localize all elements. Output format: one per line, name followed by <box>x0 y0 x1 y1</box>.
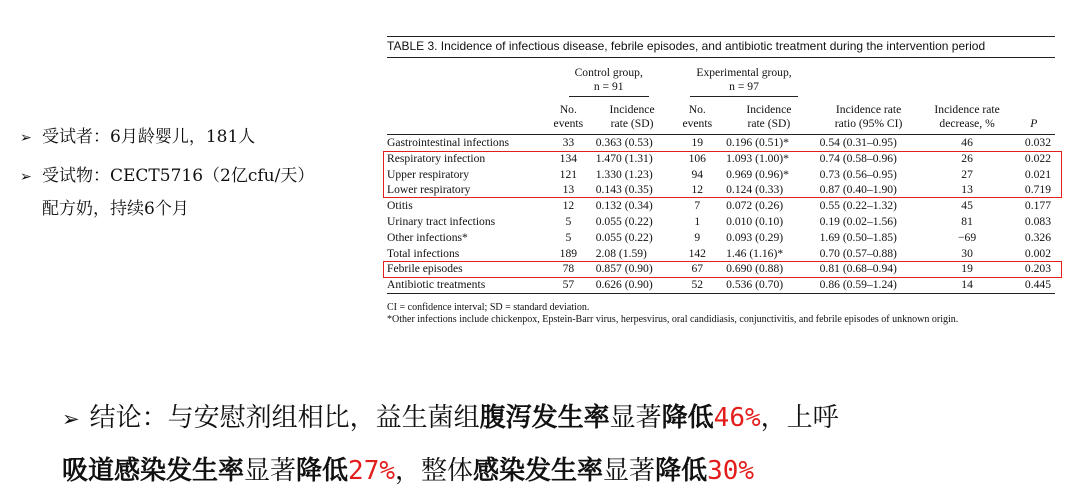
col-header-exp-rate: Incidence rate (SD) <box>746 103 792 130</box>
experimental-group-header: Experimental group, n = 97 <box>672 58 815 97</box>
cell-p: 0.719 <box>1024 183 1051 197</box>
col-header-exp-events: No. events <box>682 103 713 130</box>
cell-p: 0.021 <box>1024 167 1051 181</box>
cell-e-rate: 0.969 (0.96)* <box>726 167 789 181</box>
cell-e-n: 94 <box>691 167 704 181</box>
cell-p: 0.326 <box>1024 230 1051 244</box>
cell-ratio: 1.69 (0.50–1.85) <box>819 230 897 244</box>
cell-e-rate: 0.124 (0.33) <box>726 183 784 197</box>
cell-e-n: 52 <box>672 277 722 293</box>
cell-e-rate: 0.536 (0.70) <box>722 277 816 293</box>
cell-e-n: 1 <box>694 214 701 228</box>
cell-c-rate: 0.055 (0.22) <box>595 230 653 244</box>
cell-p: 0.083 <box>1024 214 1051 228</box>
cell-ratio: 0.54 (0.31–0.95) <box>819 136 897 149</box>
cell-label: Lower respiratory <box>387 183 471 197</box>
value-30: 30% <box>707 456 755 486</box>
cell-c-rate: 0.857 (0.90) <box>595 262 653 276</box>
cell-dec: −69 <box>958 230 977 244</box>
cell-label: Upper respiratory <box>387 167 470 181</box>
col-header-control-rate: Incidence rate (SD) <box>609 103 655 130</box>
bullet-list <box>20 118 314 228</box>
bullet-text: 受试者：6月龄婴儿，181人 <box>42 127 256 147</box>
conclusion-line-1: ➢ 结论：与安慰剂组相比，益生菌组腹泻发生率显著降低46%，上呼 <box>62 403 839 433</box>
cell-e-n: 7 <box>694 199 701 213</box>
cell-label: Febrile episodes <box>387 262 463 276</box>
cell-label: Respiratory infection <box>387 151 486 165</box>
conclusion-text <box>62 392 1062 497</box>
cell-e-n: 106 <box>688 151 706 165</box>
cell-c-n: 5 <box>565 230 572 244</box>
cell-dec: 45 <box>961 199 973 213</box>
cell-ratio: 0.87 (0.40–1.90) <box>819 183 897 197</box>
cell-ratio: 0.19 (0.02–1.56) <box>819 214 897 228</box>
col-header-p: P <box>1030 117 1038 130</box>
cell-p: 0.445 <box>1013 277 1055 293</box>
table-row <box>387 214 1055 230</box>
cell-p: 0.032 <box>1024 136 1051 149</box>
col-header-control-events: No. events <box>553 103 584 130</box>
table-row <box>387 230 1055 246</box>
cell-e-rate: 0.093 (0.29) <box>726 230 784 244</box>
value-27: 27% <box>348 456 396 486</box>
cell-c-n: 12 <box>562 199 575 213</box>
cell-c-n: 13 <box>562 183 575 197</box>
cell-e-n: 12 <box>691 183 704 197</box>
conclusion-line-2: 吸道感染发生率显著降低27%，整体感染发生率显著降低30% <box>62 456 755 486</box>
cell-c-rate: 0.132 (0.34) <box>595 199 653 213</box>
cell-c-rate: 0.626 (0.90) <box>592 277 673 293</box>
arrow-bullet-icon: ➢ <box>20 130 32 146</box>
cell-e-n: 142 <box>688 246 706 260</box>
cell-c-n: 33 <box>562 136 575 149</box>
table-row <box>387 277 1055 293</box>
cell-e-n: 67 <box>691 262 704 276</box>
footnote-other-infections: *Other infections include chickenpox, Epstein-Barr virus, herpesvirus, oral candidiasis, conjunctivitis, and febrile episodes of unknown origin. <box>387 313 959 325</box>
cell-ratio: 0.70 (0.57–0.88) <box>819 246 897 260</box>
cell-c-n: 57 <box>545 277 592 293</box>
arrow-bullet-icon: ➢ <box>20 169 32 185</box>
col-header-decrease: Incidence rate decrease, % <box>934 103 1000 130</box>
table-row <box>387 135 1055 151</box>
table-row <box>387 246 1055 262</box>
cell-e-rate: 0.010 (0.10) <box>726 214 784 228</box>
cell-e-rate: 0.196 (0.51)* <box>726 136 789 149</box>
cell-label: Otitis <box>387 199 413 213</box>
cell-ratio: 0.73 (0.56–0.95) <box>819 167 897 181</box>
cell-ratio: 0.74 (0.58–0.96) <box>819 151 897 165</box>
cell-dec: 13 <box>961 183 973 197</box>
cell-ratio: 0.86 (0.59–1.24) <box>816 277 922 293</box>
cell-e-n: 9 <box>694 230 701 244</box>
cell-c-n: 189 <box>559 246 578 260</box>
cell-label: Total infections <box>387 246 460 260</box>
cell-dec: 26 <box>961 151 973 165</box>
cell-c-n: 78 <box>562 262 575 276</box>
bullet-continuation: 配方奶，持续6个月 <box>42 199 189 219</box>
cell-label: Antibiotic treatments <box>387 277 545 293</box>
cell-ratio: 0.81 (0.68–0.94) <box>819 262 897 276</box>
cell-dec: 27 <box>961 167 973 181</box>
cell-c-rate: 1.330 (1.23) <box>595 167 653 181</box>
cell-c-rate: 0.055 (0.22) <box>595 214 653 228</box>
highlight-box-gi-respiratory <box>383 151 1062 198</box>
highlight-box-total-infections <box>383 261 1062 278</box>
value-46: 46% <box>713 403 761 433</box>
cell-c-rate: 2.08 (1.59) <box>595 246 647 260</box>
cell-e-rate: 1.093 (1.00)* <box>726 151 789 165</box>
cell-c-rate: 0.143 (0.35) <box>595 183 653 197</box>
control-group-header: Control group, n = 91 <box>545 58 672 97</box>
cell-c-n: 134 <box>559 151 578 165</box>
cell-e-rate: 0.072 (0.26) <box>726 199 784 213</box>
arrow-bullet-icon: ➢ <box>62 407 80 431</box>
cell-p: 0.203 <box>1024 262 1051 276</box>
cell-label: Urinary tract infections <box>387 214 496 228</box>
table-row <box>387 198 1055 214</box>
cell-dec: 14 <box>922 277 1013 293</box>
footnote-abbreviations: CI = confidence interval; SD = standard deviation. <box>387 301 590 313</box>
cell-e-rate: 0.690 (0.88) <box>726 262 784 276</box>
bullet-text: 受试物：CECT5716（2亿cfu/天） <box>42 166 315 186</box>
table-caption: TABLE 3. Incidence of infectious disease, febrile episodes, and antibiotic treatment during the intervention period <box>387 36 1055 58</box>
table-footnotes <box>387 302 1055 326</box>
cell-c-n: 5 <box>565 214 572 228</box>
cell-e-n: 19 <box>691 136 704 149</box>
bullet-subjects <box>20 118 314 157</box>
cell-label: Other infections* <box>387 230 468 244</box>
col-header-ratio: Incidence rate ratio (95% CI) <box>834 103 903 130</box>
cell-p: 0.022 <box>1024 151 1051 165</box>
cell-p: 0.177 <box>1024 199 1051 213</box>
cell-dec: 46 <box>961 136 973 149</box>
cell-c-rate: 0.363 (0.53) <box>595 136 653 149</box>
cell-e-rate: 1.46 (1.16)* <box>726 246 784 260</box>
cell-p: 0.002 <box>1024 246 1051 260</box>
cell-dec: 30 <box>961 246 973 260</box>
cell-c-n: 121 <box>559 167 578 181</box>
cell-ratio: 0.55 (0.22–1.32) <box>819 199 897 213</box>
cell-c-rate: 1.470 (1.31) <box>595 151 653 165</box>
cell-label: Gastrointestinal infections <box>387 136 510 149</box>
cell-dec: 81 <box>961 214 973 228</box>
cell-dec: 19 <box>961 262 973 276</box>
